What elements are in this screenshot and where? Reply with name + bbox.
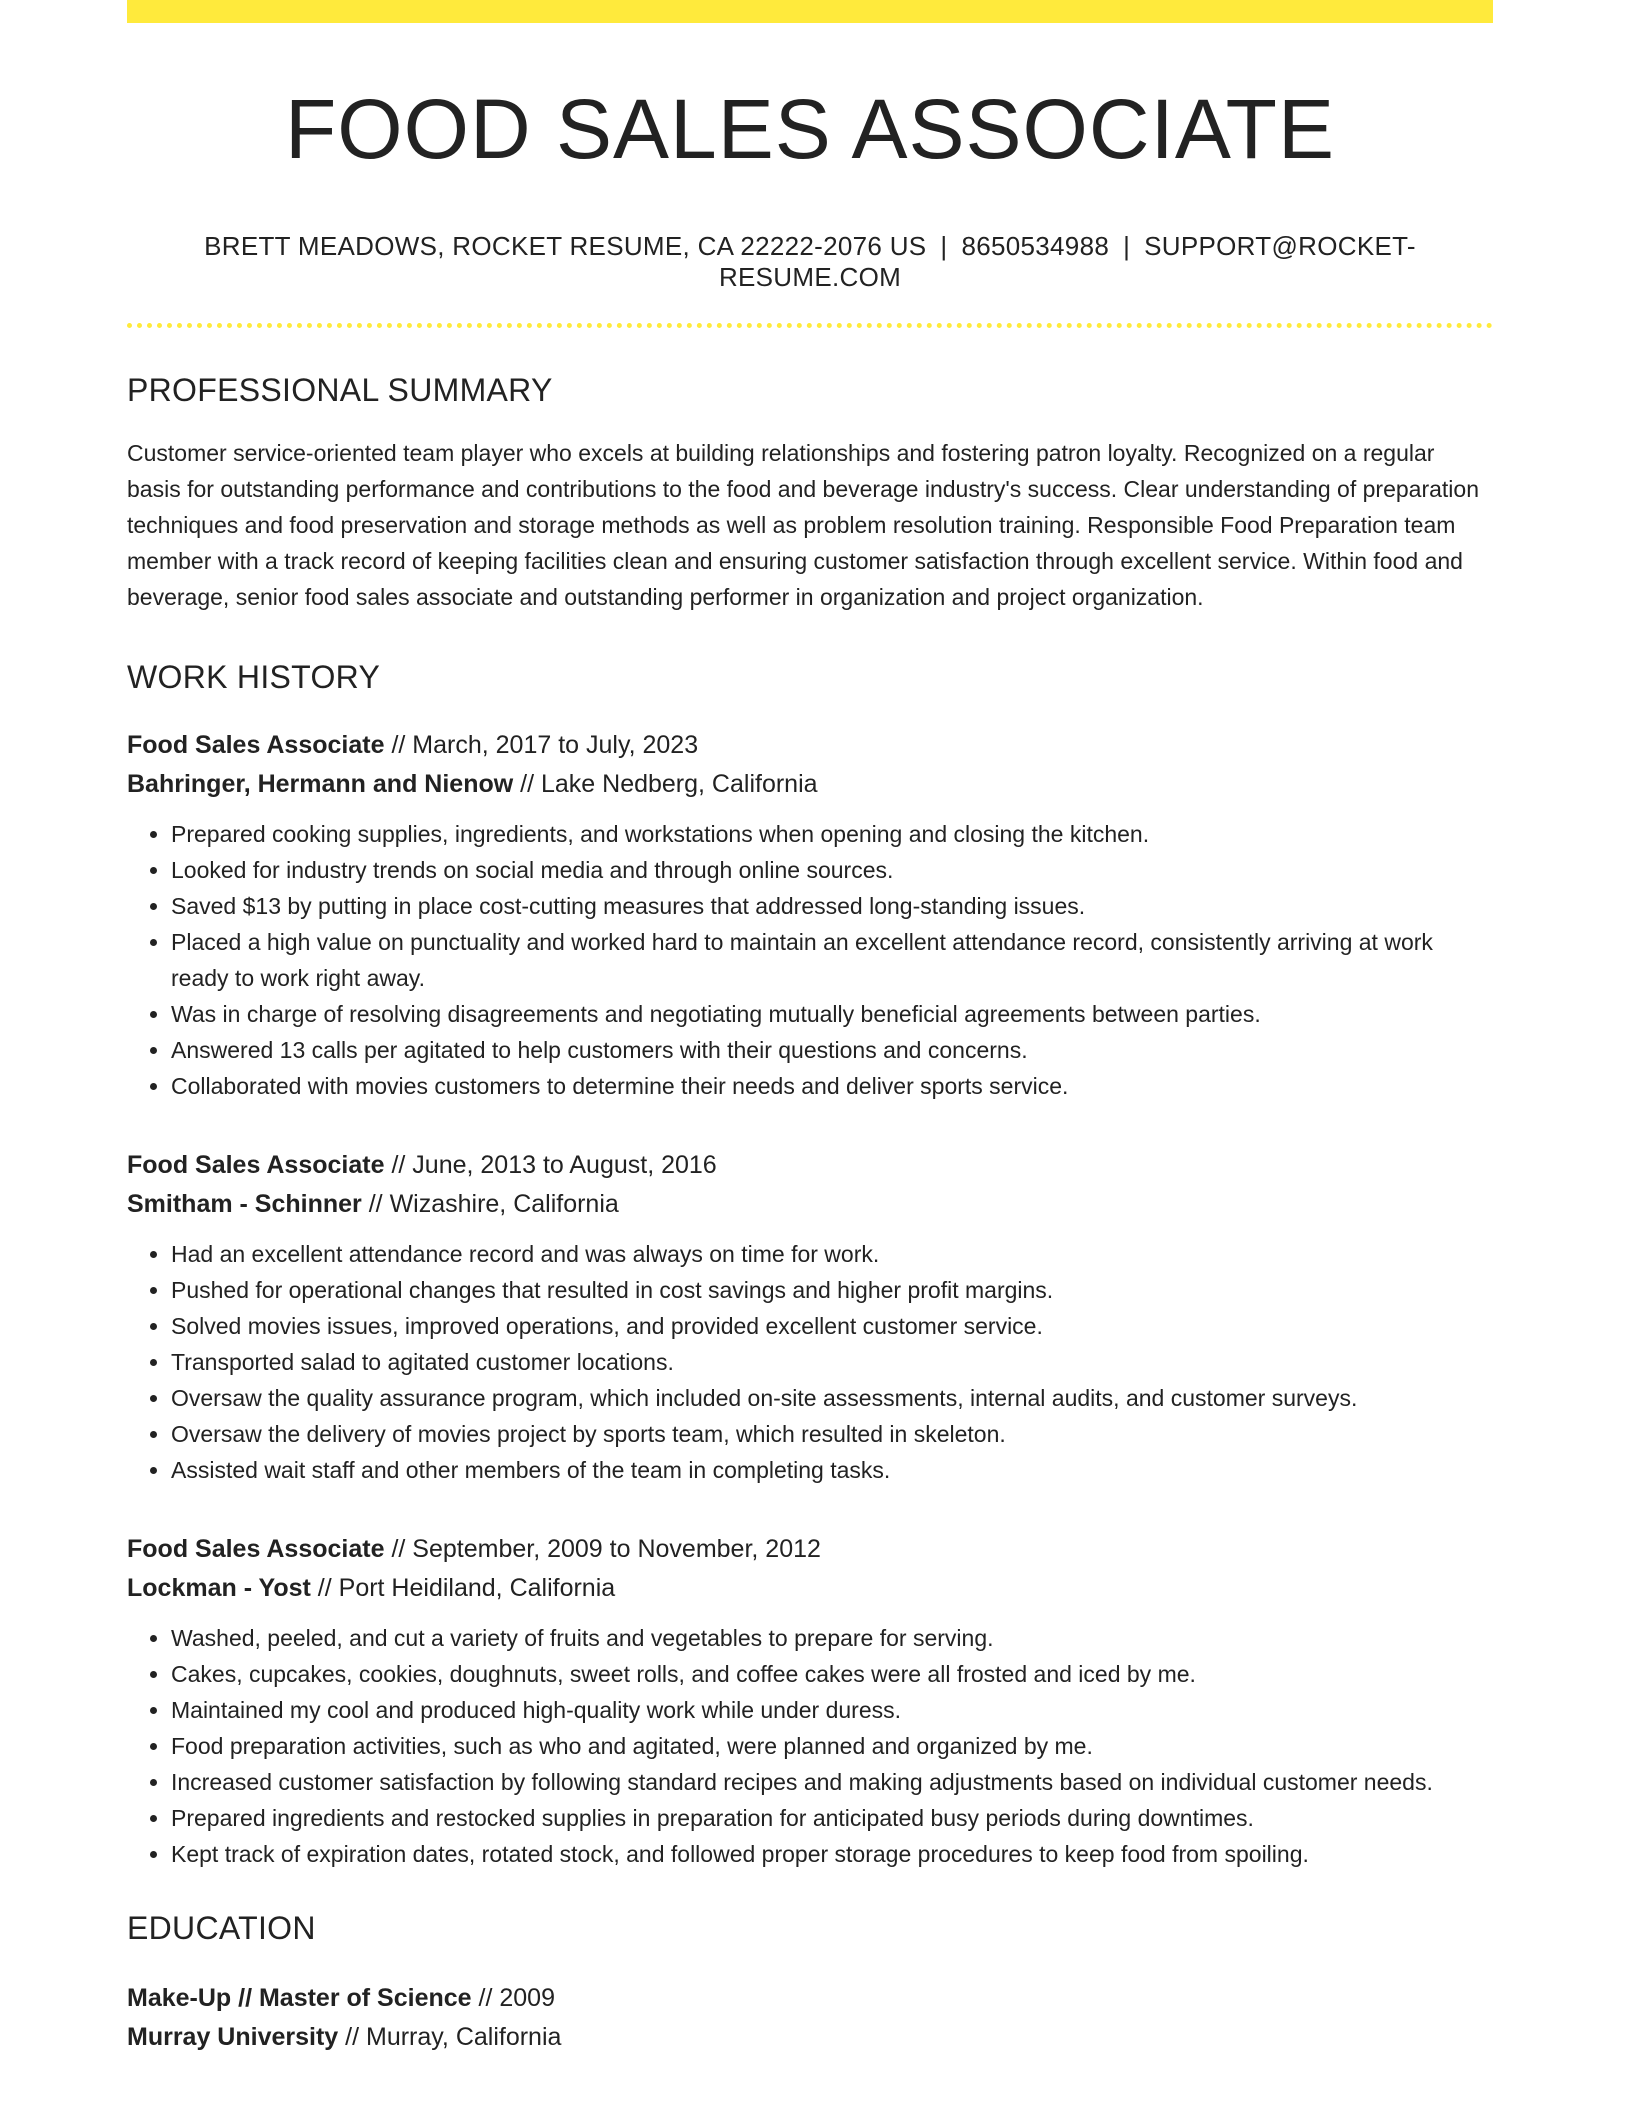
job-location: Port Heidiland, California: [338, 1574, 616, 1603]
job-title: Food Sales Associate: [127, 731, 385, 760]
job-bullet: • Pushed for operational changes that resulted in cost savings and higher profit margins.: [171, 1272, 1493, 1308]
job-entry: [127, 726, 1493, 1104]
resume-title: FOOD SALES ASSOCIATE: [284, 82, 1336, 176]
job-bullet: • Answered 13 calls per agitated to help customers with their questions and concerns.: [171, 1032, 1493, 1068]
education-location: Murray, California: [366, 2023, 562, 2052]
job-location: Lake Nedberg, California: [540, 770, 818, 799]
job-bullet: • Food preparation activities, such as who and agitated, were planned and organized by me.: [171, 1728, 1493, 1764]
education-year: 2009: [499, 1984, 555, 2013]
job-bullet: • Oversaw the quality assurance program, which included on-site assessments, internal audits, and customer surveys.: [171, 1380, 1493, 1416]
job-title-line: [127, 1530, 1493, 1569]
contact-line: [127, 231, 1493, 293]
summary-heading: PROFESSIONAL SUMMARY: [127, 372, 553, 409]
job-separator: //: [361, 1190, 390, 1219]
job-location: Wizashire, California: [389, 1190, 619, 1219]
job-bullet: • Washed, peeled, and cut a variety of fruits and vegetables to prepare for serving.: [171, 1620, 1493, 1656]
education-entry: [127, 1979, 1493, 2057]
job-bullet: • Looked for industry trends on social media and through online sources.: [171, 852, 1493, 888]
job-company-line: [127, 1185, 1493, 1224]
education-school: Murray University: [127, 2023, 339, 2052]
job-company: Lockman - Yost: [127, 1574, 311, 1603]
job-title: Food Sales Associate: [127, 1151, 385, 1180]
job-separator: //: [310, 1574, 339, 1603]
contact-email: SUPPORT@ROCKET-RESUME.COM: [718, 231, 1416, 293]
job-dates: June, 2013 to August, 2016: [412, 1151, 717, 1180]
job-bullet: • Prepared cooking supplies, ingredients, and workstations when opening and closing the kitchen.: [171, 816, 1493, 852]
contact-phone: 8650534988: [961, 231, 1110, 262]
job-company: Bahringer, Hermann and Nienow: [127, 770, 514, 799]
job-separator: //: [513, 770, 541, 799]
resume-page: [127, 0, 1493, 2057]
job-title-line: [127, 726, 1493, 765]
job-dates: September, 2009 to November, 2012: [412, 1535, 821, 1564]
work-history-heading: WORK HISTORY: [127, 659, 381, 696]
education-separator: //: [338, 2023, 366, 2052]
job-bullet: • Assisted wait staff and other members of the team in completing tasks.: [171, 1452, 1493, 1488]
job-company-line: [127, 1569, 1493, 1608]
contact-address: BRETT MEADOWS, ROCKET RESUME, CA 22222-2076 US: [204, 231, 927, 262]
job-title: Food Sales Associate: [127, 1535, 385, 1564]
education-degree-line: [127, 1979, 1493, 2018]
job-entry: [127, 1530, 1493, 1872]
contact-separator: |: [940, 231, 948, 262]
job-bullet: • Transported salad to agitated customer locations.: [171, 1344, 1493, 1380]
accent-top-bar: [127, 0, 1493, 23]
contact-separator: |: [1123, 231, 1131, 262]
summary-text: Customer service-oriented team player who excels at building relationships and fostering patron loyalty. Recognized on a regular basis for outstanding performance and contributions to the food and beverage industry's success. Clear understanding of preparation techniques and food preservation and storage methods as well as problem resolution training. Responsible Food Preparation team member with a track record of keeping facilities clean and ensuring customer satisfaction through excellent service. Within food and beverage, senior food sales associate and outstanding performer in organization and project organization.: [127, 440, 1479, 611]
job-company: Smitham - Schinner: [127, 1190, 362, 1219]
education-school-line: [127, 2018, 1493, 2057]
job-bullet: • Increased customer satisfaction by following standard recipes and making adjustments based on individual customer needs.: [171, 1764, 1493, 1800]
job-separator: //: [384, 1535, 413, 1564]
job-bullet-list: [127, 1620, 1493, 1872]
job-bullet: • Had an excellent attendance record and was always on time for work.: [171, 1236, 1493, 1272]
job-separator: //: [384, 731, 413, 760]
job-company-line: [127, 765, 1493, 804]
job-bullet: • Was in charge of resolving disagreements and negotiating mutually beneficial agreements between parties.: [171, 996, 1493, 1032]
job-bullet-list: [127, 1236, 1493, 1488]
job-bullet: • Oversaw the delivery of movies project by sports team, which resulted in skeleton.: [171, 1416, 1493, 1452]
job-bullet: • Collaborated with movies customers to determine their needs and deliver sports service.: [171, 1068, 1493, 1104]
job-separator: //: [384, 1151, 413, 1180]
job-bullet: • Prepared ingredients and restocked supplies in preparation for anticipated busy periods during downtimes.: [171, 1800, 1493, 1836]
job-entry: [127, 1146, 1493, 1488]
job-bullet: • Maintained my cool and produced high-quality work while under duress.: [171, 1692, 1493, 1728]
job-bullet: • Placed a high value on punctuality and worked hard to maintain an excellent attendance record, consistently arriving at work ready to work right away.: [171, 924, 1493, 996]
dotted-divider: [127, 323, 1493, 328]
job-bullet: • Kept track of expiration dates, rotated stock, and followed proper storage procedures to keep food from spoiling.: [171, 1836, 1493, 1872]
education-heading: EDUCATION: [127, 1910, 316, 1947]
job-bullet: • Solved movies issues, improved operations, and provided excellent customer service.: [171, 1308, 1493, 1344]
job-dates: March, 2017 to July, 2023: [412, 731, 699, 760]
job-bullet: • Saved $13 by putting in place cost-cutting measures that addressed long-standing issues.: [171, 888, 1493, 924]
education-degree: Make-Up // Master of Science: [127, 1984, 472, 2013]
job-title-line: [127, 1146, 1493, 1185]
job-bullet-list: [127, 816, 1493, 1104]
education-separator: //: [471, 1984, 500, 2013]
job-bullet: • Cakes, cupcakes, cookies, doughnuts, sweet rolls, and coffee cakes were all frosted and iced by me.: [171, 1656, 1493, 1692]
